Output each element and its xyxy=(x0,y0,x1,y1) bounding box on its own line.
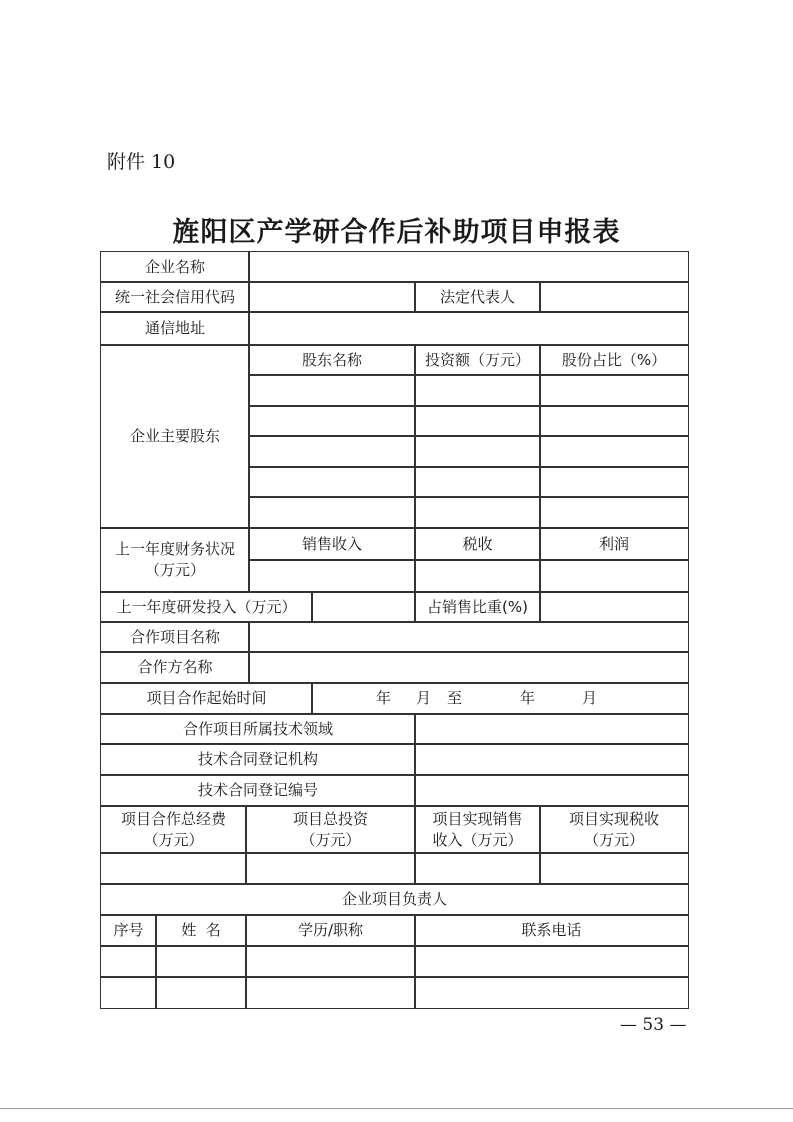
profit-header: 利润 xyxy=(539,527,689,561)
leader-name-header: 姓 名 xyxy=(155,914,247,947)
project-tax-header xyxy=(539,805,689,854)
leaders-header: 企业项目负责人 xyxy=(100,883,689,916)
sales-ratio-label: 占销售比重(%) xyxy=(414,591,541,623)
registry-org-label: 技术合同登记机构 xyxy=(100,743,416,776)
shareholder-name-cell[interactable] xyxy=(248,496,416,529)
project-sales-header xyxy=(414,805,541,854)
tax-header: 税收 xyxy=(414,527,541,561)
tech-field-label: 合作项目所属技术领域 xyxy=(100,713,416,745)
partner-name-field[interactable] xyxy=(248,651,689,684)
period-label: 项目合作起始时间 xyxy=(100,682,313,715)
registry-org-field[interactable] xyxy=(414,743,689,776)
tech-field-field[interactable] xyxy=(414,713,689,745)
legal-rep-label: 法定代表人 xyxy=(414,281,541,313)
share-ratio-cell[interactable] xyxy=(539,374,689,407)
finance-label xyxy=(100,527,250,593)
shareholder-name-cell[interactable] xyxy=(248,405,416,437)
total-cost-field[interactable] xyxy=(100,852,247,885)
partner-name-label: 合作方名称 xyxy=(100,651,250,684)
leader-phone-header: 联系电话 xyxy=(414,914,689,947)
leader-edu-cell[interactable] xyxy=(245,945,416,978)
leader-phone-cell[interactable] xyxy=(414,945,689,978)
sales-revenue-header: 销售收入 xyxy=(248,527,416,561)
registry-no-label: 技术合同登记编号 xyxy=(100,774,416,807)
period-month-start: 月 xyxy=(416,689,432,707)
total-cost-header xyxy=(100,805,247,854)
shareholder-name-cell[interactable] xyxy=(248,466,416,498)
sales-revenue-field[interactable] xyxy=(248,559,416,593)
period-field[interactable] xyxy=(311,682,689,715)
share-ratio-cell[interactable] xyxy=(539,496,689,529)
total-invest-field[interactable] xyxy=(245,852,416,885)
rd-investment-label: 上一年度研发投入（万元） xyxy=(100,591,313,623)
project-sales-field[interactable] xyxy=(414,852,541,885)
project-tax-header-line1: 项目实现税收 xyxy=(568,809,659,828)
project-sales-header-line2: 收入（万元） xyxy=(432,830,523,849)
investment-cell[interactable] xyxy=(414,466,541,498)
investment-cell[interactable] xyxy=(414,435,541,468)
rd-investment-field[interactable] xyxy=(311,591,416,623)
investment-header: 投资额（万元） xyxy=(414,344,541,376)
credit-code-label: 统一社会信用代码 xyxy=(100,281,250,313)
total-invest-header-line2: （万元） xyxy=(300,830,361,849)
leader-phone-cell[interactable] xyxy=(414,976,689,1009)
application-form-table xyxy=(101,252,688,1008)
period-year-start: 年 xyxy=(376,689,392,707)
share-ratio-cell[interactable] xyxy=(539,466,689,498)
finance-label-line2: （万元） xyxy=(144,561,205,579)
tax-field[interactable] xyxy=(414,559,541,593)
project-sales-header-line1: 项目实现销售 xyxy=(432,809,523,828)
credit-code-field[interactable] xyxy=(248,281,416,313)
project-name-field[interactable] xyxy=(248,621,689,653)
project-name-label: 合作项目名称 xyxy=(100,621,250,653)
shareholder-name-cell[interactable] xyxy=(248,435,416,468)
leader-no-cell[interactable] xyxy=(100,976,157,1009)
leader-no-header: 序号 xyxy=(100,914,157,947)
page-number: — 53 — xyxy=(620,1015,687,1035)
sales-ratio-field[interactable] xyxy=(539,591,689,623)
period-year-end: 年 xyxy=(520,689,536,707)
leader-edu-cell[interactable] xyxy=(245,976,416,1009)
total-cost-header-line1: 项目合作总经费 xyxy=(120,809,226,828)
leader-name-cell[interactable] xyxy=(155,976,247,1009)
registry-no-field[interactable] xyxy=(414,774,689,807)
investment-cell[interactable] xyxy=(414,374,541,407)
share-ratio-header: 股份占比（%） xyxy=(539,344,689,376)
shareholder-name-header: 股东名称 xyxy=(248,344,416,376)
period-month-end: 月 xyxy=(582,689,598,707)
total-invest-header-line1: 项目总投资 xyxy=(292,809,368,828)
total-invest-header xyxy=(245,805,416,854)
address-field[interactable] xyxy=(248,311,689,346)
attachment-label: 附件 10 xyxy=(107,151,176,173)
address-label: 通信地址 xyxy=(100,311,250,346)
form-title: 旌阳区产学研合作后补助项目申报表 xyxy=(172,217,621,248)
project-tax-header-line2: （万元） xyxy=(583,830,644,849)
leader-no-cell[interactable] xyxy=(100,945,157,978)
shareholders-label: 企业主要股东 xyxy=(100,344,250,529)
bottom-rule xyxy=(0,1108,793,1109)
finance-label-line1: 上一年度财务状况 xyxy=(114,540,235,558)
share-ratio-cell[interactable] xyxy=(539,435,689,468)
investment-cell[interactable] xyxy=(414,496,541,529)
shareholder-name-cell[interactable] xyxy=(248,374,416,407)
company-name-label: 企业名称 xyxy=(100,251,250,283)
investment-cell[interactable] xyxy=(414,405,541,437)
period-to: 至 xyxy=(447,689,463,707)
profit-field[interactable] xyxy=(539,559,689,593)
share-ratio-cell[interactable] xyxy=(539,405,689,437)
company-name-field[interactable] xyxy=(248,251,689,283)
leader-edu-header: 学历/职称 xyxy=(245,914,416,947)
total-cost-header-line2: （万元） xyxy=(143,830,204,849)
project-tax-field[interactable] xyxy=(539,852,689,885)
legal-rep-field[interactable] xyxy=(539,281,689,313)
leader-name-cell[interactable] xyxy=(155,945,247,978)
